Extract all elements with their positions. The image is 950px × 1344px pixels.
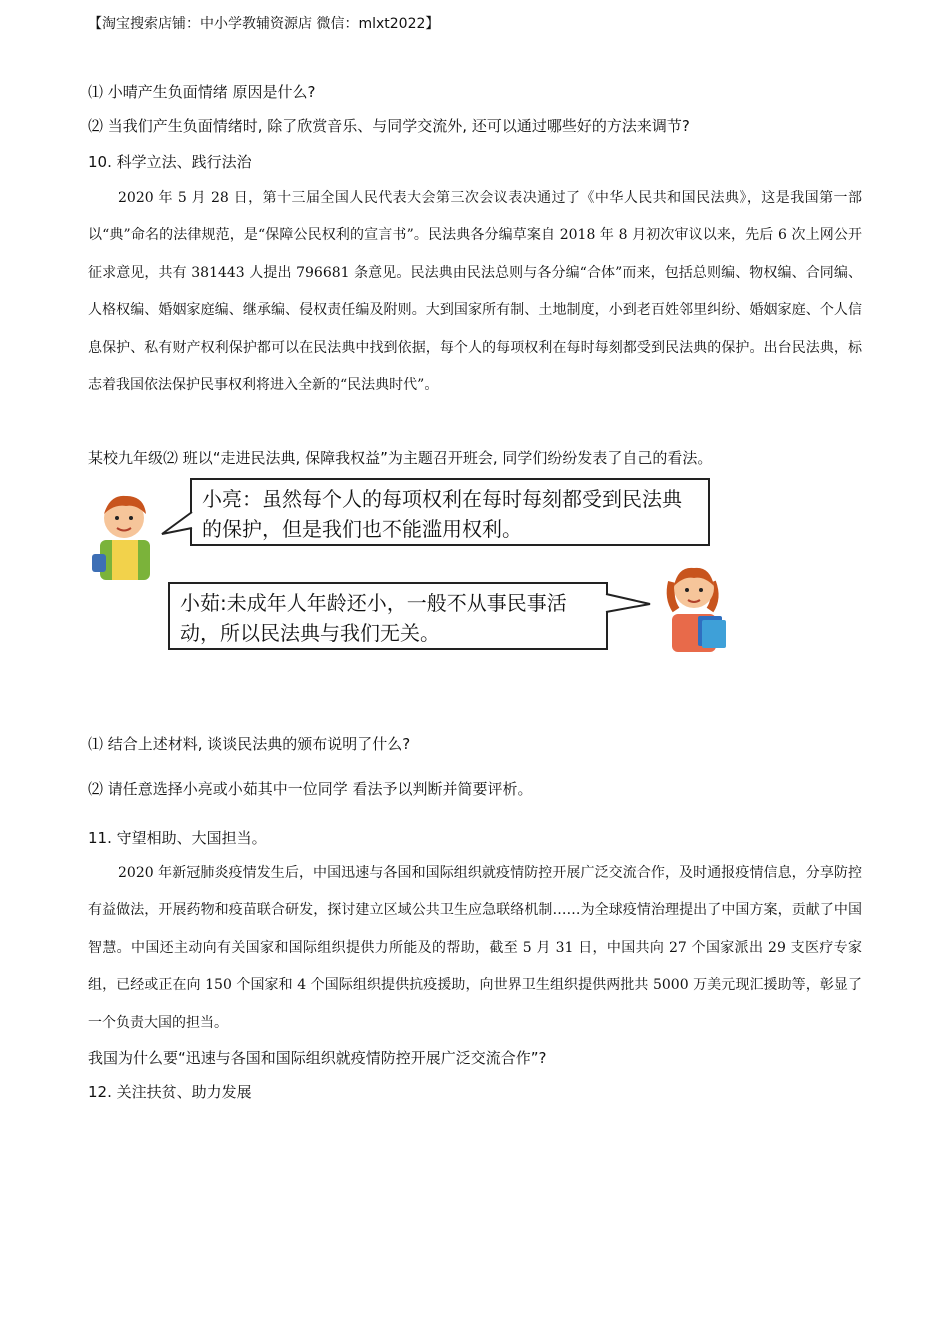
bubble-pointer-right	[604, 590, 652, 620]
boy-illustration	[86, 488, 164, 580]
section-10-title: 10. 科学立法、践行法治	[88, 153, 252, 171]
xiaoliang-text: 小亮：虽然每个人的每项权利在每时每刻都受到民法典的保护，但是我们也不能滥用权利。	[202, 487, 682, 541]
girl-illustration	[654, 558, 734, 652]
section-11-title: 11. 守望相助、大国担当。	[88, 829, 267, 847]
xiaoru-speech-bubble	[168, 582, 608, 650]
section-12-title: 12. 关注扶贫、助力发展	[88, 1083, 252, 1101]
section-10-paragraph: 2020 年 5 月 28 日，第十三届全国人民代表大会第三次会议表决通过了《中华人民共和国民法典》，这是我国第一部以“典”命名的法律规范，是“保障公民权利的宣言书”。民法典各分编草案自 2018 年 8 月初次审议以来，先后 6 次上网公开征求意见，共有 381443 人提出 796681 条意见。民法典由民法总则与各分编“合体”而来，包括总则编、物权编、合同编、人格权编、婚姻家庭编、继承编、侵权责任编及附则。大到国家所有制、土地制度，小到老百姓邻里纠纷、婚姻家庭、个人信息保护、私有财产权利保护都可以在民法典中找到依据，每个人的每项权利在每时每刻都受到民法典的保护。出台民法典，标志着我国依法保护民事权利将进入全新的“民法典时代”。	[88, 190, 862, 394]
question-2: ⑵ 当我们产生负面情绪时, 除了欣赏音乐、与同学交流外, 还可以通过哪些好的方法来调节?	[88, 117, 690, 135]
xiaoliang-speech-bubble	[190, 478, 710, 546]
xiaoru-text: 小茹:未成年人年龄还小，一般不从事民事活动，所以民法典与我们无关。	[180, 591, 567, 645]
section-11-paragraph: 2020 年新冠肺炎疫情发生后，中国迅速与各国和国际组织就疫情防控开展广泛交流合作，及时通报疫情信息，分享防控有益做法，开展药物和疫苗联合研发，探讨建立区域公共卫生应急联络机制……为全球疫情治理提出了中国方案，贡献了中国智慧。中国还主动向有关国家和国际组织提供力所能及的帮助，截至 5 月 31 日，中国共向 27 个国家派出 29 支医疗专家组，已经或正在向 150 个国家和 4 个国际组织提供抗疫援助，向世界卫生组织提供两批共 5000 万美元现汇援助等，彰显了一个负责大国的担当。	[88, 865, 862, 1031]
bubble-pointer-left	[160, 510, 194, 540]
section-11-question: 我国为什么要“迅速与各国和国际组织就疫情防控开展广泛交流合作”?	[88, 1049, 547, 1067]
section-10-question-1: ⑴ 结合上述材料, 谈谈民法典的颁布说明了什么?	[88, 735, 411, 753]
page-header: 【淘宝搜索店铺：中小学教辅资源店 微信：mlxt2022】	[88, 16, 440, 32]
section-10-question-2: ⑵ 请任意选择小亮或小茹其中一位同学 看法予以判断并简要评析。	[88, 780, 533, 798]
question-1: ⑴ 小晴产生负面情绪 原因是什么?	[88, 83, 316, 101]
section-10-intro: 某校九年级⑵ 班以“走进民法典, 保障我权益”为主题召开班会, 同学们纷纷发表了自己的看法。	[88, 449, 713, 467]
